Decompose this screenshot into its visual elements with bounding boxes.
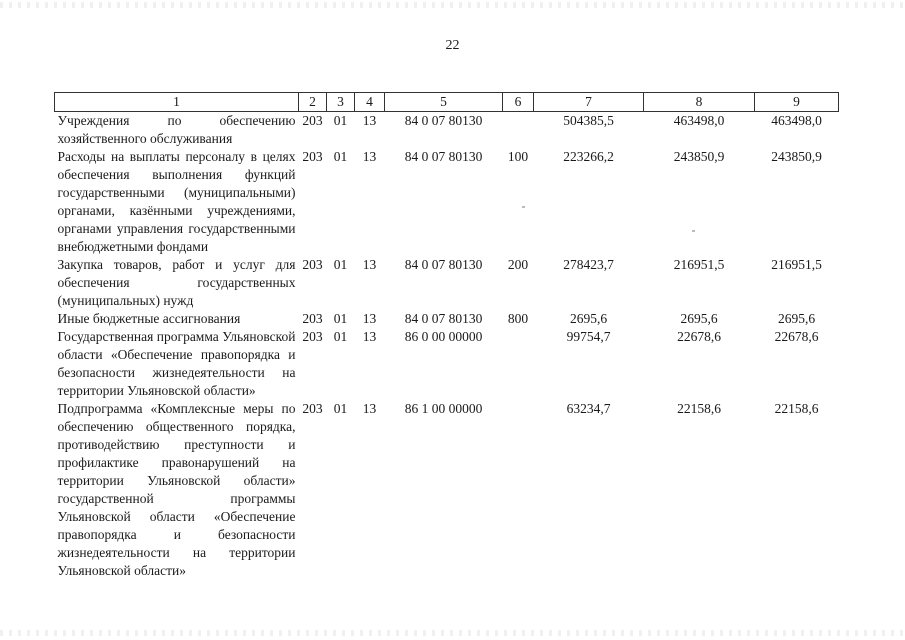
cell-ministry-code: 203: [302, 149, 323, 164]
cell-section-code: 01: [333, 401, 348, 416]
cell-target-article: 86 0 00 00000: [404, 329, 483, 344]
cell-amount-col8: 22678,6: [677, 329, 721, 344]
column-header: 5: [385, 93, 503, 112]
table-row: [55, 310, 839, 328]
cell-amount-col7: 223266,2: [563, 149, 614, 164]
cell-amount-col8: 243850,9: [673, 149, 725, 164]
cell-section-code: 01: [333, 329, 348, 344]
cell-amount-col9: 22678,6: [774, 329, 819, 344]
column-header: 2: [299, 93, 327, 112]
cell-expense-type: 800: [507, 311, 529, 326]
row-description: Расходы на выплаты персоналу в целях обеспечения выполнения функций государственными (муниципальными) органами, казёнными учреждениями, органами управления государственными внебюджетными фондами: [57, 149, 296, 254]
column-header: 8: [644, 93, 755, 112]
cell-amount-col7: 278423,7: [563, 257, 614, 272]
cell-section-code: 01: [333, 257, 348, 272]
cell-subsection-code: 13: [362, 149, 377, 164]
cell-amount-col9: 2695,6: [777, 311, 816, 326]
cell-amount-col9: 216951,5: [771, 257, 822, 272]
cell-ministry-code: 203: [302, 329, 323, 344]
cell-amount-col7: 99754,7: [566, 329, 611, 344]
scan-edge-top: [0, 2, 905, 8]
cell-target-article: 84 0 07 80130: [404, 113, 483, 128]
cell-section-code: 01: [333, 149, 348, 164]
cell-amount-col8: 22158,6: [677, 401, 721, 416]
cell-amount-col7: 63234,7: [566, 401, 611, 416]
table-row: [55, 400, 839, 580]
cell-target-article: 84 0 07 80130: [404, 257, 483, 272]
cell-expense-type: 100: [507, 149, 529, 164]
row-description: Иные бюджетные ассигнования: [57, 311, 241, 326]
cell-target-article: 84 0 07 80130: [404, 311, 483, 326]
cell-subsection-code: 13: [362, 329, 377, 344]
cell-section-code: 01: [333, 113, 348, 128]
cell-amount-col8: 463498,0: [673, 113, 725, 128]
table-row: [55, 328, 839, 400]
scan-edge-bottom: [0, 630, 905, 636]
cell-target-article: 84 0 07 80130: [404, 149, 483, 164]
cell-target-article: 86 1 00 00000: [404, 401, 483, 416]
cell-amount-col8: 2695,6: [680, 311, 718, 326]
table-header-row: [55, 93, 839, 112]
cell-expense-type: [503, 328, 534, 400]
table-row: [55, 112, 839, 149]
column-header: 7: [534, 93, 644, 112]
cell-ministry-code: 203: [302, 113, 323, 128]
row-description: Государственная программа Ульяновской области «Обеспечение правопорядка и безопасности жизнедеятельности на территории Ульяновской области»: [57, 329, 296, 398]
table-row: [55, 148, 839, 256]
cell-expense-type: 200: [507, 257, 529, 272]
cell-subsection-code: 13: [362, 311, 377, 326]
column-header: 1: [55, 93, 299, 112]
scan-speck: [522, 206, 525, 208]
cell-ministry-code: 203: [302, 311, 323, 326]
column-header: 3: [327, 93, 355, 112]
cell-amount-col8: 216951,5: [673, 257, 725, 272]
column-header: 4: [355, 93, 385, 112]
cell-amount-col9: 463498,0: [771, 113, 822, 128]
row-description: Подпрограмма «Комплексные меры по обеспечению общественного порядка, противодействию преступности и профилактике правонарушений на территории Ульяновской области» государственной программы Ульяновской области «Обеспечение правопорядка и безопасности жизнедеятельности на территории Ульяновской области»: [57, 401, 296, 578]
cell-subsection-code: 13: [362, 401, 377, 416]
row-description: Учреждения по обеспечению хозяйственного обслуживания: [57, 113, 296, 146]
scan-speck: [692, 230, 695, 232]
cell-ministry-code: 203: [302, 257, 323, 272]
cell-amount-col7: 2695,6: [569, 311, 608, 326]
row-description: Закупка товаров, работ и услуг для обеспечения государственных (муниципальных) нужд: [57, 257, 296, 308]
column-header: 9: [755, 93, 839, 112]
cell-amount-col7: 504385,5: [563, 113, 614, 128]
cell-amount-col9: 243850,9: [771, 149, 822, 164]
cell-amount-col9: 22158,6: [774, 401, 819, 416]
cell-subsection-code: 13: [362, 113, 377, 128]
cell-ministry-code: 203: [302, 401, 323, 416]
cell-expense-type: [503, 400, 534, 580]
page-number: 22: [445, 38, 460, 53]
cell-section-code: 01: [333, 311, 348, 326]
table-row: [55, 256, 839, 310]
budget-table: [54, 92, 839, 580]
cell-subsection-code: 13: [362, 257, 377, 272]
column-header: 6: [503, 93, 534, 112]
cell-expense-type: [503, 112, 534, 149]
